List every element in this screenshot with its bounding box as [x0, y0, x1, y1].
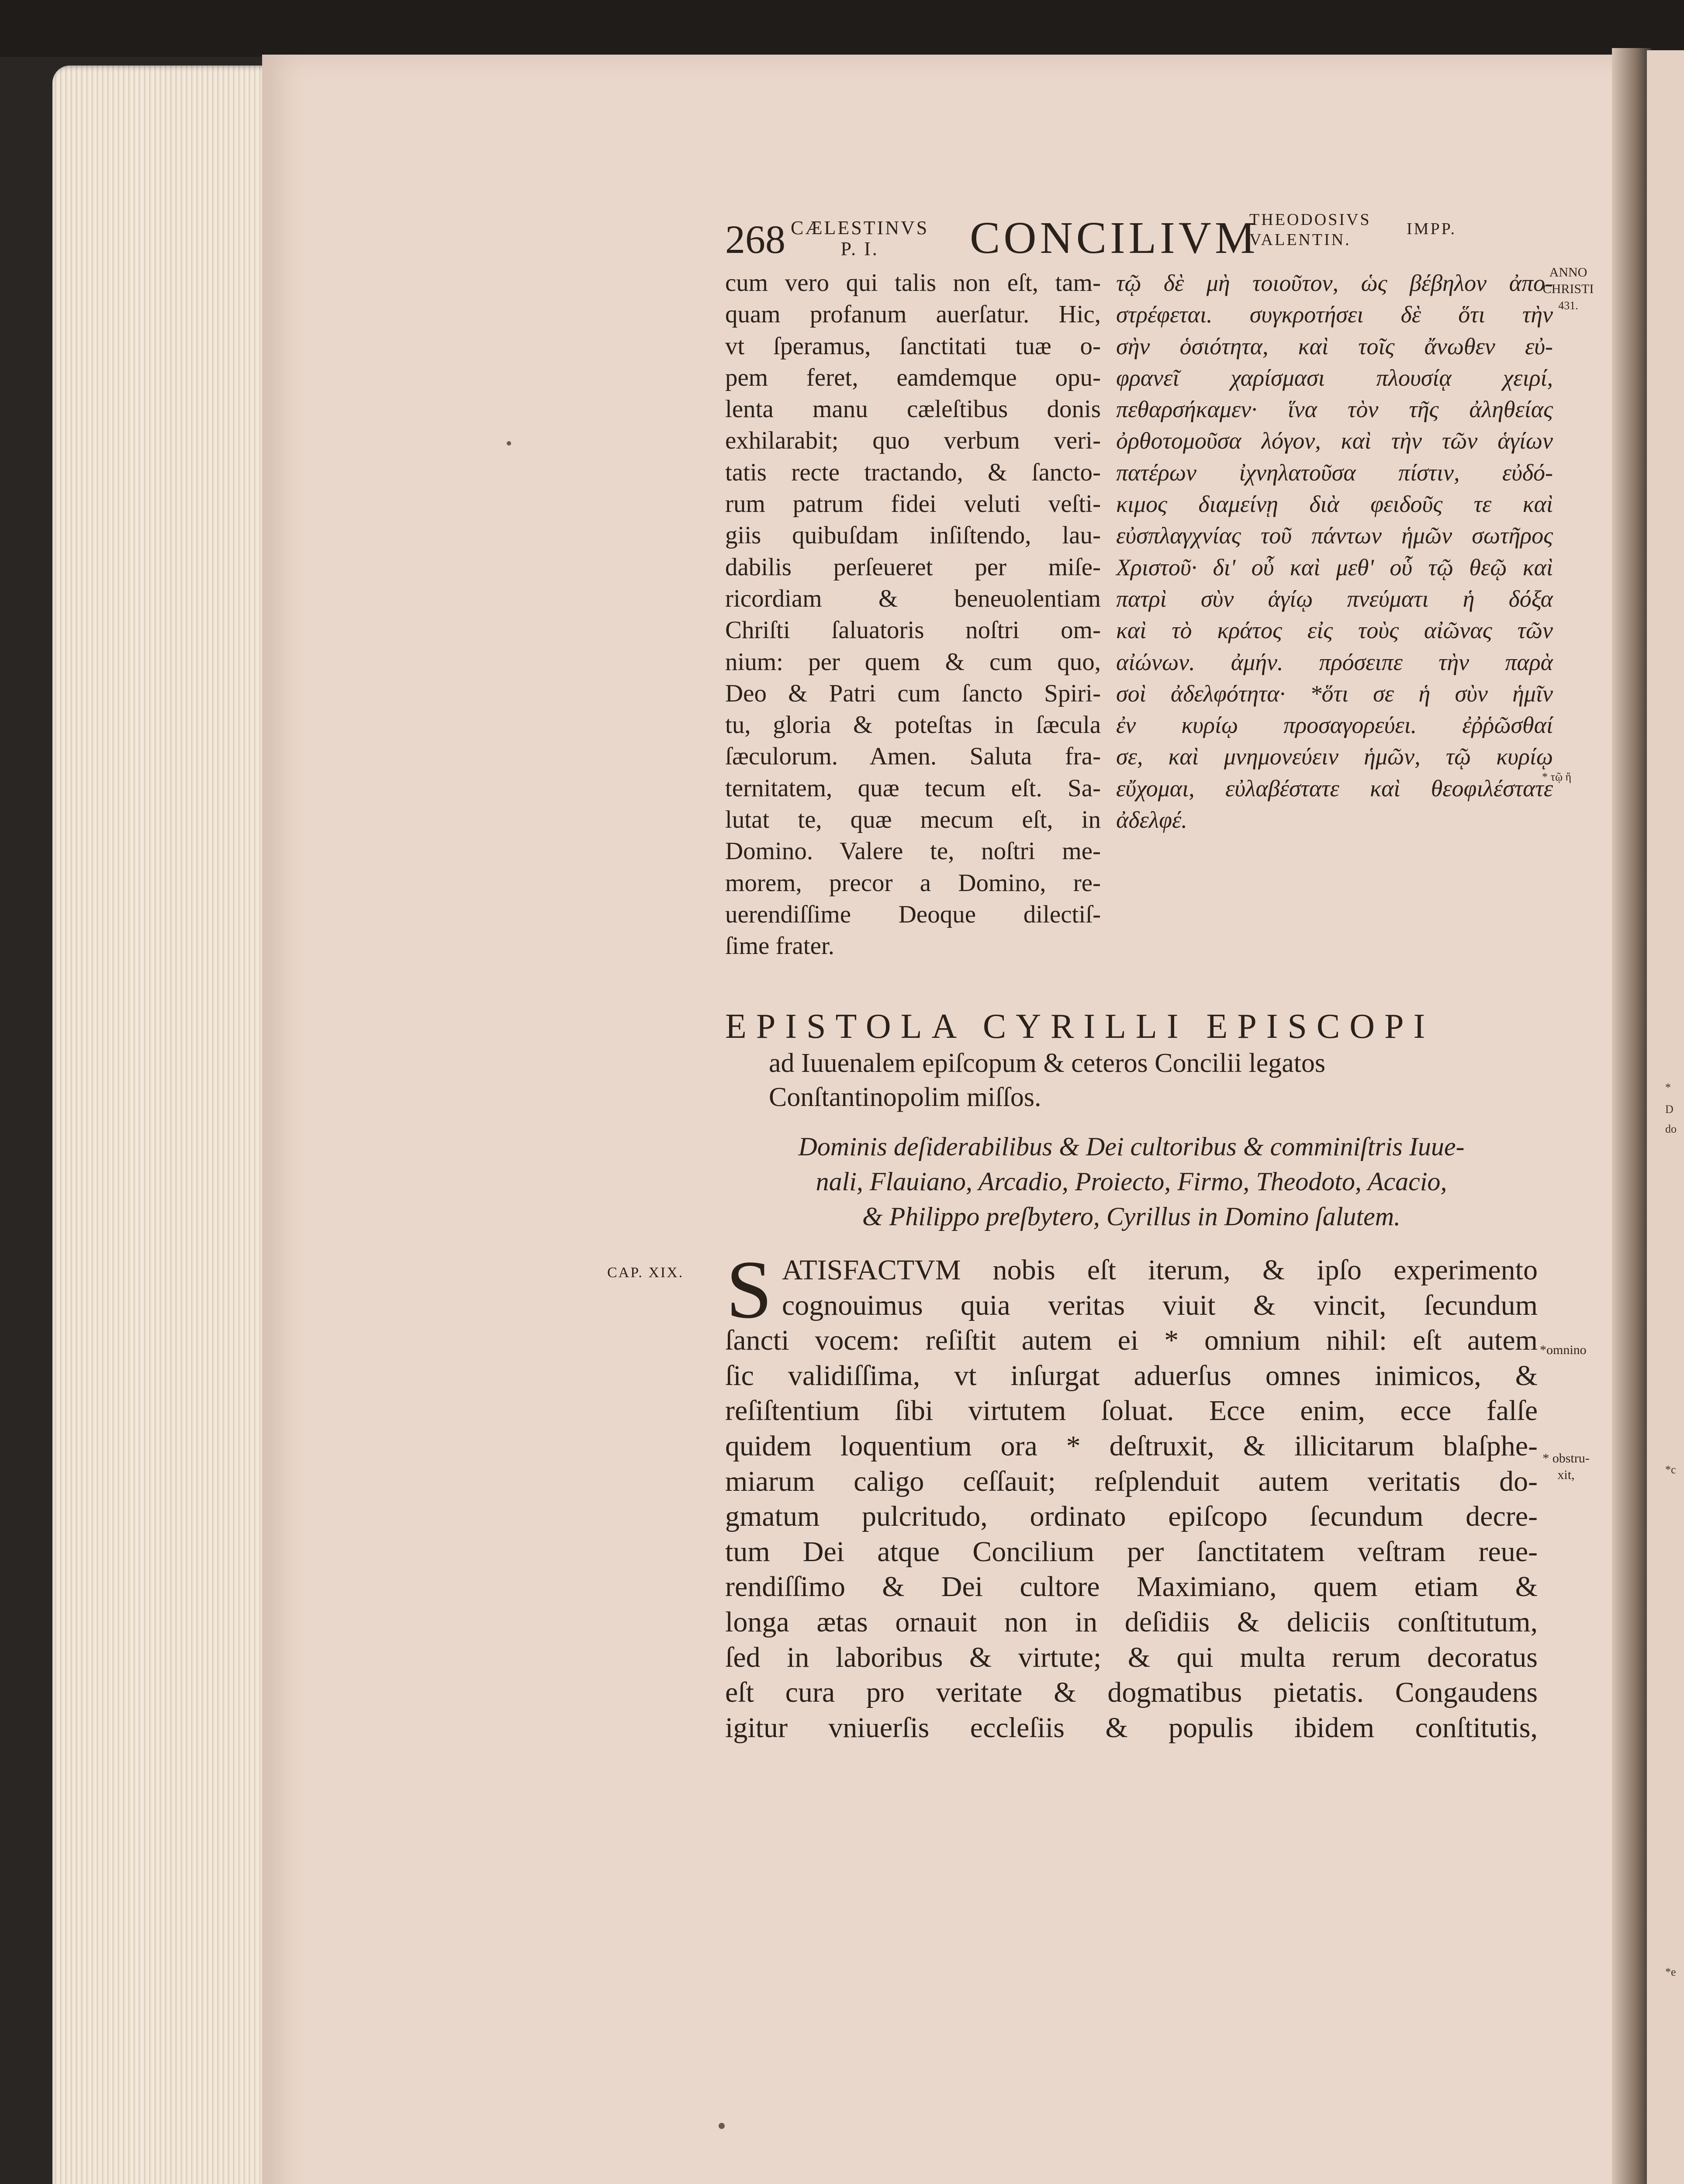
head-emperors [1249, 210, 1371, 250]
book-page-edges [52, 66, 271, 2184]
latin-line: tatis recte tractando, & ſancto- [725, 458, 1101, 486]
greek-line: αἰώνων. ἀμήν. πρόσειπε τὴν παρὰ [1116, 649, 1553, 675]
body-line: eſt cura pro veritate & dogmatibus pietatis. Congaudens [725, 1676, 1538, 1709]
book-gutter [1612, 48, 1651, 2184]
salutation-line: nali, Flauiano, Arcadio, Proiecto, Firmo, Theodoto, Acacio, [816, 1167, 1447, 1196]
greek-line: εὔχομαι, εὐλαβέστατε καὶ θεοφιλέστατε [1116, 775, 1553, 802]
greek-line: σοὶ ἀδελφότητα· *ὅτι σε ἡ σὺν ἡμῖν [1116, 680, 1553, 707]
body-line: quidem loquentium ora * deſtruxit, & illicitarum blaſphe- [725, 1430, 1538, 1462]
head-pope-number: P. I. [840, 238, 879, 259]
latin-line: exhilarabit; quo verbum veri- [725, 427, 1101, 455]
head-pope [791, 218, 929, 259]
latin-line: giis quibuſdam inſiſtendo, lau- [725, 522, 1101, 549]
greek-line: πατέρων ἰχνηλατοῦσα πίστιν, εὐδό- [1116, 459, 1553, 486]
paper-speck [507, 441, 511, 446]
body-line: tum Dei atque Concilium per ſanctitatem veſtram reue- [725, 1535, 1538, 1568]
latin-line: quam profanum auerſatur. Hic, [725, 301, 1101, 328]
epistola-body [725, 1244, 1538, 1745]
body-line: miarum caligo ceſſauit; reſplenduit autem veritatis do- [725, 1465, 1538, 1497]
next-page-fragment: D [1665, 1103, 1674, 1116]
greek-line: Χριστοῦ· δι' οὗ καὶ μεθ' οὗ τῷ θεῷ καὶ [1116, 554, 1553, 581]
greek-column [1116, 267, 1553, 836]
next-page-fragment: * [1665, 1081, 1671, 1094]
latin-line: tu, gloria & poteſtas in ſæcula [725, 711, 1101, 739]
body-line: igitur vniuerſis eccleſiis & populis ibidem conſtitutis, [725, 1711, 1538, 1744]
latin-line: vt ſperamus, ſanctitati tuæ o- [725, 332, 1101, 360]
greek-line: σε, καὶ μνημονεύειν ἡμῶν, τῷ κυρίῳ [1116, 743, 1553, 770]
latin-line: ternitatem, quæ tecum eſt. Sa- [725, 774, 1101, 802]
greek-line: ἀδελφέ. [1116, 807, 1187, 833]
latin-line: nium: per quem & cum quo, [725, 648, 1101, 676]
latin-line: ſime frater. [725, 932, 835, 960]
epistola-subtitle-line: ad Iuuenalem epiſcopum & ceteros Concilii legatos [769, 1048, 1326, 1078]
running-head [725, 205, 1494, 275]
head-title: CONCILIVM [970, 213, 1259, 263]
greek-line: ἐν κυρίῳ προσαγορεύει. ἐῤῥῶσθαί [1116, 712, 1553, 739]
epistola-subtitle-line: Conſtantinopolim miſſos. [769, 1082, 1041, 1112]
latin-line: Deo & Patri cum ſancto Spiri- [725, 679, 1101, 707]
margin-note-xit: xit, [1557, 1468, 1575, 1482]
next-page-fragment: do [1665, 1123, 1677, 1135]
greek-line: καὶ τὸ κράτος εἰς τοὺς αἰῶνας τῶν [1116, 617, 1553, 644]
margin-year-number: 431. [1558, 299, 1578, 312]
body-line: ſic validiſſima, vt inſurgat aduerſus omnes inimicos, & [725, 1359, 1538, 1392]
body-line: longa ætas ornauit non in deſidiis & deliciis conſtitutum, [725, 1606, 1538, 1638]
body-line: rendiſſimo & Dei cultore Maximiano, quem etiam & [725, 1571, 1538, 1603]
next-page-edge [1647, 50, 1684, 2184]
body-line: ATISFACTVM nobis eſt iterum, & ipſo experimento [782, 1254, 1538, 1286]
latin-line: ſæculorum. Amen. Saluta fra- [725, 743, 1101, 771]
body-line: gmatum pulcritudo, ordinato epiſcopo ſecundum decre- [725, 1500, 1538, 1533]
next-page-fragment: *c [1665, 1463, 1676, 1476]
greek-line: στρέφεται. συγκροτήσει δὲ ὅτι τὴν [1116, 301, 1553, 328]
chapter-label: CAP. XIX. [607, 1265, 684, 1281]
epistola-subtitle [769, 1046, 1325, 1114]
margin-year-christi: CHRISTI [1542, 282, 1594, 296]
latin-line: dabilis perſeueret per miſe- [725, 553, 1101, 581]
latin-line: morem, precor a Domino, re- [725, 869, 1101, 897]
epistola-title: EPISTOLA CYRILLI EPISCOPI [725, 1007, 1435, 1046]
head-impp: IMPP. [1407, 220, 1456, 238]
margin-year-anno: ANNO [1549, 265, 1587, 280]
greek-line: ὀρθοτομοῦσα λόγον, καὶ τὴν τῶν ἁγίων [1116, 428, 1553, 454]
margin-note-obstru: * obstru- [1542, 1451, 1590, 1465]
latin-line: uerendiſſime Deoque dilectiſ- [725, 900, 1101, 928]
body-line: reſiſtentium ſibi virtutem ſoluat. Ecce enim, ecce falſe [725, 1395, 1538, 1427]
greek-line: τῷ δὲ μὴ τοιοῦτον, ὡς βέβηλον ἀπο- [1116, 270, 1553, 296]
body-line: ſancti vocem: reſiſtit autem ei * omnium nihil: eſt autem [725, 1324, 1538, 1357]
greek-line: εὐσπλαγχνίας τοῦ πάντων ἡμῶν σωτῆρος [1116, 522, 1553, 549]
head-emperor-2: VALENTIN. [1249, 231, 1351, 249]
latin-line: Domino. Valere te, noſtri me- [725, 837, 1101, 865]
latin-line: lutat te, quæ mecum eſt, in [725, 806, 1101, 834]
page-number: 268 [725, 217, 785, 262]
salutation [725, 1129, 1538, 1234]
salutation-line: & Philippo preſbytero, Cyrillus in Domino ſalutem. [862, 1202, 1401, 1231]
head-emperor-1: THEODOSIVS [1249, 211, 1371, 229]
greek-line: πεθαρσήκαμεν· ἵνα τὸν τῆς ἀληθείας [1116, 396, 1553, 423]
greek-line: κιμος διαμείνῃ διὰ φειδοῦς τε καὶ [1116, 491, 1553, 518]
latin-line: pem feret, eamdemque opu- [725, 363, 1101, 391]
body-line: ſed in laboribus & virtute; & qui multa rerum decoratus [725, 1641, 1538, 1673]
latin-line: rum patrum fidei veluti veſti- [725, 490, 1101, 518]
body-line: cognouimus quia veritas viuit & vincit, ſecundum [782, 1289, 1538, 1321]
salutation-line: Dominis deſiderabilibus & Dei cultoribus & comminiſtris Iuue- [798, 1132, 1465, 1161]
paper-speck [719, 2123, 725, 2129]
scan-background [0, 0, 1684, 57]
margin-greek-note: * τῷ ἤ [1542, 771, 1572, 783]
margin-note-omnino: *omnino [1540, 1343, 1587, 1357]
latin-column [725, 267, 1101, 962]
head-pope-name: CÆLESTINVS [791, 217, 929, 238]
greek-line: σὴν ὁσιότητα, καὶ τοῖς ἄνωθεν εὐ- [1116, 333, 1553, 359]
margin-note-obstruxit [1535, 1450, 1597, 1483]
latin-line: ricordiam & beneuolentiam [725, 584, 1101, 612]
next-page-fragment: *e [1665, 1966, 1676, 1978]
dropcap: S [726, 1244, 772, 1336]
greek-line: πατρὶ σὺν ἁγίῳ πνεύματι ἡ δόξα [1116, 585, 1553, 612]
latin-line: Chriſti ſaluatoris noſtri om- [725, 616, 1101, 644]
latin-line: cum vero qui talis non eſt, tam- [725, 269, 1101, 297]
latin-line: lenta manu cæleſtibus donis [725, 395, 1101, 423]
greek-line: φρανεῖ χαρίσμασι πλουσίᾳ χειρί, [1116, 364, 1553, 391]
